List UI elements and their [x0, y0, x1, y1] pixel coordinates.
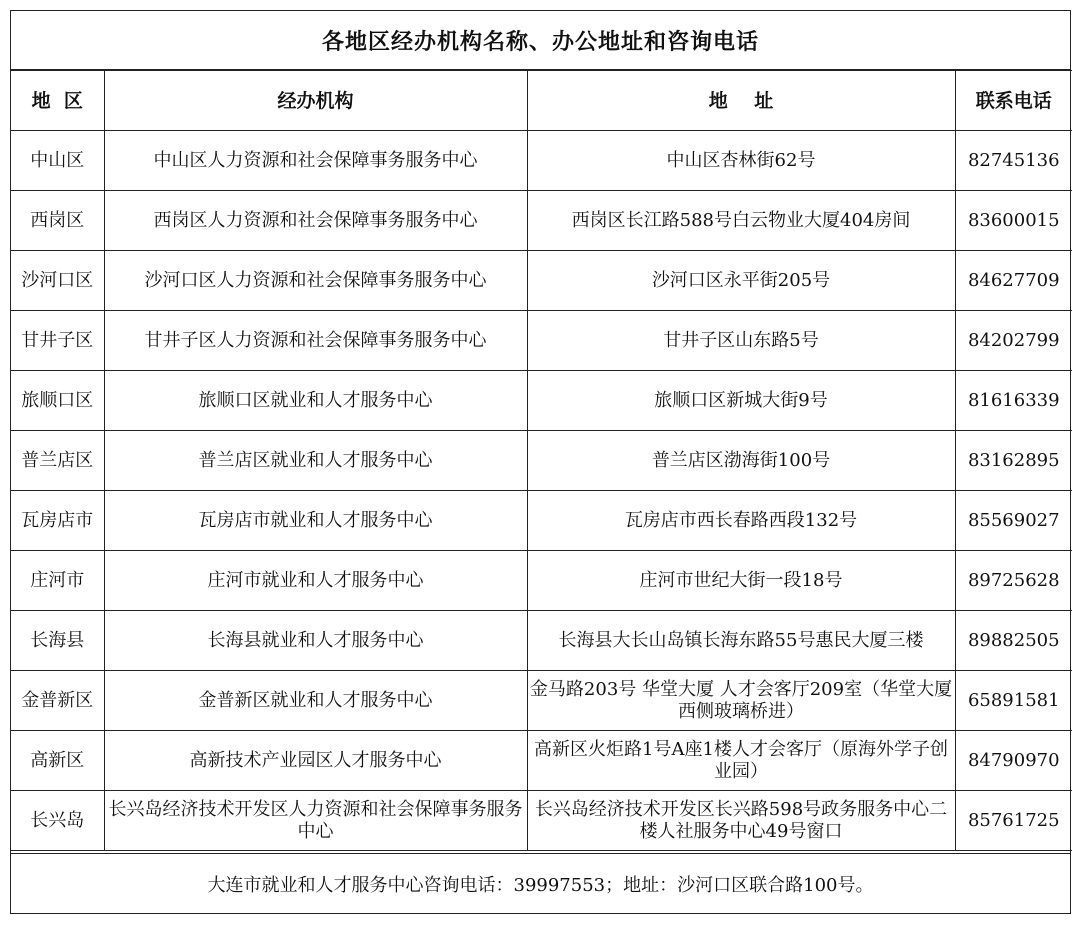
region-cell: 瓦房店市 [11, 491, 104, 551]
address-cell: 中山区杏林街62号 [527, 131, 955, 191]
agency-cell: 旅顺口区就业和人才服务中心 [104, 371, 527, 431]
phone-cell: 83162895 [955, 431, 1072, 491]
address-cell: 沙河口区永平街205号 [527, 251, 955, 311]
region-cell: 长海县 [11, 611, 104, 671]
table-row [11, 191, 1072, 251]
address-cell: 西岗区长江路588号白云物业大厦404房间 [527, 191, 955, 251]
address-cell: 金马路203号 华堂大厦 人才会客厅209室（华堂大厦西侧玻璃桥进） [527, 671, 955, 731]
table-row [11, 431, 1072, 491]
agency-cell: 普兰店区就业和人才服务中心 [104, 431, 527, 491]
address-cell: 普兰店区渤海街100号 [527, 431, 955, 491]
region-cell: 普兰店区 [11, 431, 104, 491]
header-row [11, 71, 1072, 131]
agency-table [11, 70, 1072, 851]
address-cell: 高新区火炬路1号A座1楼人才会客厅（原海外学子创业园） [527, 731, 955, 791]
region-cell: 中山区 [11, 131, 104, 191]
agency-cell: 沙河口区人力资源和社会保障事务服务中心 [104, 251, 527, 311]
agency-cell: 庄河市就业和人才服务中心 [104, 551, 527, 611]
table-row [11, 611, 1072, 671]
region-cell: 长兴岛 [11, 791, 104, 851]
address-cell: 长兴岛经济技术开发区长兴路598号政务服务中心二楼人社服务中心49号窗口 [527, 791, 955, 851]
header-region: 地 区 [11, 71, 104, 131]
table-row [11, 731, 1072, 791]
address-cell: 甘井子区山东路5号 [527, 311, 955, 371]
table-row [11, 371, 1072, 431]
phone-cell: 83600015 [955, 191, 1072, 251]
table-frame [10, 10, 1071, 914]
address-cell: 旅顺口区新城大街9号 [527, 371, 955, 431]
agency-cell: 长兴岛经济技术开发区人力资源和社会保障事务服务中心 [104, 791, 527, 851]
address-cell: 庄河市世纪大街一段18号 [527, 551, 955, 611]
footer-note: 大连市就业和人才服务中心咨询电话：39997553；地址：沙河口区联合路100号。 [11, 853, 1070, 913]
header-agency: 经办机构 [104, 71, 527, 131]
region-cell: 旅顺口区 [11, 371, 104, 431]
header-phone: 联系电话 [955, 71, 1072, 131]
address-cell: 瓦房店市西长春路西段132号 [527, 491, 955, 551]
phone-cell: 85761725 [955, 791, 1072, 851]
agency-cell: 西岗区人力资源和社会保障事务服务中心 [104, 191, 527, 251]
region-cell: 金普新区 [11, 671, 104, 731]
region-cell: 甘井子区 [11, 311, 104, 371]
phone-cell: 85569027 [955, 491, 1072, 551]
region-cell: 沙河口区 [11, 251, 104, 311]
phone-cell: 82745136 [955, 131, 1072, 191]
phone-cell: 81616339 [955, 371, 1072, 431]
phone-cell: 89725628 [955, 551, 1072, 611]
agency-cell: 高新技术产业园区人才服务中心 [104, 731, 527, 791]
table-row [11, 671, 1072, 731]
phone-cell: 84202799 [955, 311, 1072, 371]
agency-cell: 瓦房店市就业和人才服务中心 [104, 491, 527, 551]
table-row [11, 491, 1072, 551]
table-row [11, 131, 1072, 191]
header-address: 地 址 [527, 71, 955, 131]
phone-cell: 84627709 [955, 251, 1072, 311]
phone-cell: 89882505 [955, 611, 1072, 671]
table-row [11, 251, 1072, 311]
region-cell: 西岗区 [11, 191, 104, 251]
table-row [11, 791, 1072, 851]
agency-cell: 长海县就业和人才服务中心 [104, 611, 527, 671]
phone-cell: 84790970 [955, 731, 1072, 791]
agency-cell: 甘井子区人力资源和社会保障事务服务中心 [104, 311, 527, 371]
table-row [11, 311, 1072, 371]
phone-cell: 65891581 [955, 671, 1072, 731]
region-cell: 庄河市 [11, 551, 104, 611]
region-cell: 高新区 [11, 731, 104, 791]
agency-cell: 中山区人力资源和社会保障事务服务中心 [104, 131, 527, 191]
table-row [11, 551, 1072, 611]
address-cell: 长海县大长山岛镇长海东路55号惠民大厦三楼 [527, 611, 955, 671]
page-title: 各地区经办机构名称、办公地址和咨询电话 [11, 11, 1070, 70]
agency-cell: 金普新区就业和人才服务中心 [104, 671, 527, 731]
